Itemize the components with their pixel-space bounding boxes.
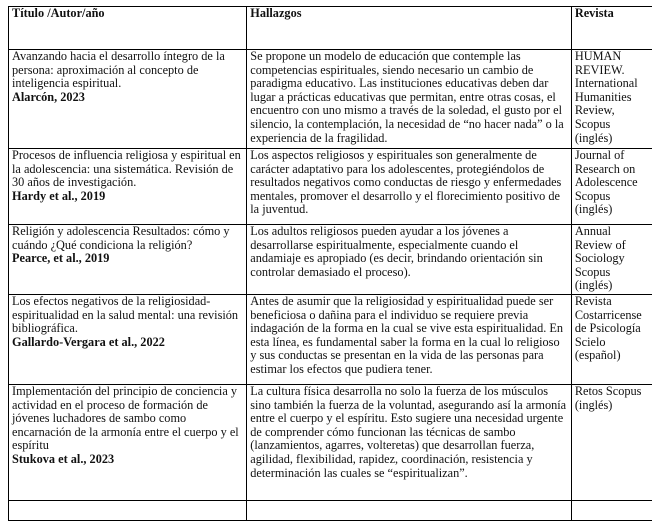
table-row [9, 50, 652, 149]
findings-cell-partial [247, 501, 572, 521]
study-cell-partial [9, 501, 247, 521]
findings-cell: Se propone un modelo de educación que contemple las competencias espirituales, siendo necesario un cambio de paradigma educativo. Las instituciones educativas deben dar lugar a prácticas educativas que permitan, entre otras cosas, el encuentro con uno mismo a través de la soledad, el gusto por el silencio, la contemplación, la necesidad de “no hacer nada” o la experiencia de la fragilidad. [247, 50, 572, 149]
findings-cell: La cultura física desarrolla no solo la fuerza de los músculos sino también la fuerza de la voluntad, asegurando así la armonía entre el cuerpo y el espíritu. Esto sugiere una necesidad urgente de comprender cómo funcionan las técnicas de sambo (lanzamientos, agarres, volteretas) que desarrollan fuerza, agilidad, flexibilidad, rapidez, coordinación, resistencia y determinación las cuales se “espiritualizan”. [247, 385, 572, 501]
study-title: Los efectos negativos de la religiosidad-espiritualidad en la salud mental: una revisión bibliográfica. [12, 294, 239, 336]
findings-cell: Los aspectos religiosos y espirituales son generalmente de carácter adaptativo para los adolescentes, protegiéndolos de resultados negativos como conductas de riesgo y enfermedades mentales, promover el desarrollo y el florecimiento positivo de la juventud. [247, 149, 572, 225]
journal-cell: HUMAN REVIEW. International Humanities Review, Scopus (inglés) [571, 50, 652, 149]
study-cell [9, 149, 247, 225]
journal-cell: Retos Scopus (inglés) [571, 385, 652, 501]
table-row [9, 295, 652, 385]
study-cell [9, 225, 247, 295]
table-row [9, 149, 652, 225]
study-title: Avanzando hacia el desarrollo íntegro de la persona: aproximación al concepto de inteligencia espiritual. [12, 49, 225, 91]
study-cell [9, 385, 247, 501]
table-row [9, 385, 652, 501]
study-cell [9, 50, 247, 149]
study-authors: Stukova et al., 2023 [12, 451, 115, 466]
study-title: Religión y adolescencia Resultados: cómo y cuándo ¿Qué condiciona la religión? [12, 224, 230, 252]
journal-cell: Revista Costarricense de Psicología Scielo (español) [571, 295, 652, 385]
study-cell [9, 295, 247, 385]
study-title: Implementación del principio de conciencia y actividad en el proceso de formación de jóvenes luchadores de sambo como encarnación de la armonía entre el cuerpo y el espíritu [12, 384, 239, 453]
literature-review-table [8, 6, 652, 521]
table-row-partial [9, 501, 652, 521]
study-authors: Pearce, et al., 2019 [12, 251, 110, 266]
table-header-row [9, 7, 652, 50]
study-authors: Hardy et al., 2019 [12, 188, 106, 203]
table-row [9, 225, 652, 295]
journal-cell-partial [571, 501, 652, 521]
findings-cell: Antes de asumir que la religiosidad y espiritualidad puede ser beneficiosa o dañina para el individuo se requiere previa indagación de la forma en la cual se vive esta espiritualidad. En esta línea, es fundamental saber la forma en la cual lo religioso y sus conductas se presentan en la vida de las personas para estimar los efectos que pudiera tener. [247, 295, 572, 385]
study-title: Procesos de influencia religiosa y espiritual en la adolescencia: una sistemática. Revisión de 30 años de investigación. [12, 148, 241, 190]
journal-cell: Annual Review of Sociology Scopus (inglés) [571, 225, 652, 295]
study-authors: Alarcón, 2023 [12, 89, 85, 104]
header-findings: Hallazgos [247, 7, 572, 50]
header-journal: Revista [571, 7, 652, 50]
header-title-author-year: Título /Autor/año [9, 7, 247, 50]
findings-cell: Los adultos religiosos pueden ayudar a los jóvenes a desarrollarse espiritualmente, especialmente cuando el andamiaje es apropiado (es decir, brindando orientación sin controlar demasiado el proceso). [247, 225, 572, 295]
journal-cell: Journal of Research on Adolescence Scopus (inglés) [571, 149, 652, 225]
study-authors: Gallardo-Vergara et al., 2022 [12, 334, 165, 349]
